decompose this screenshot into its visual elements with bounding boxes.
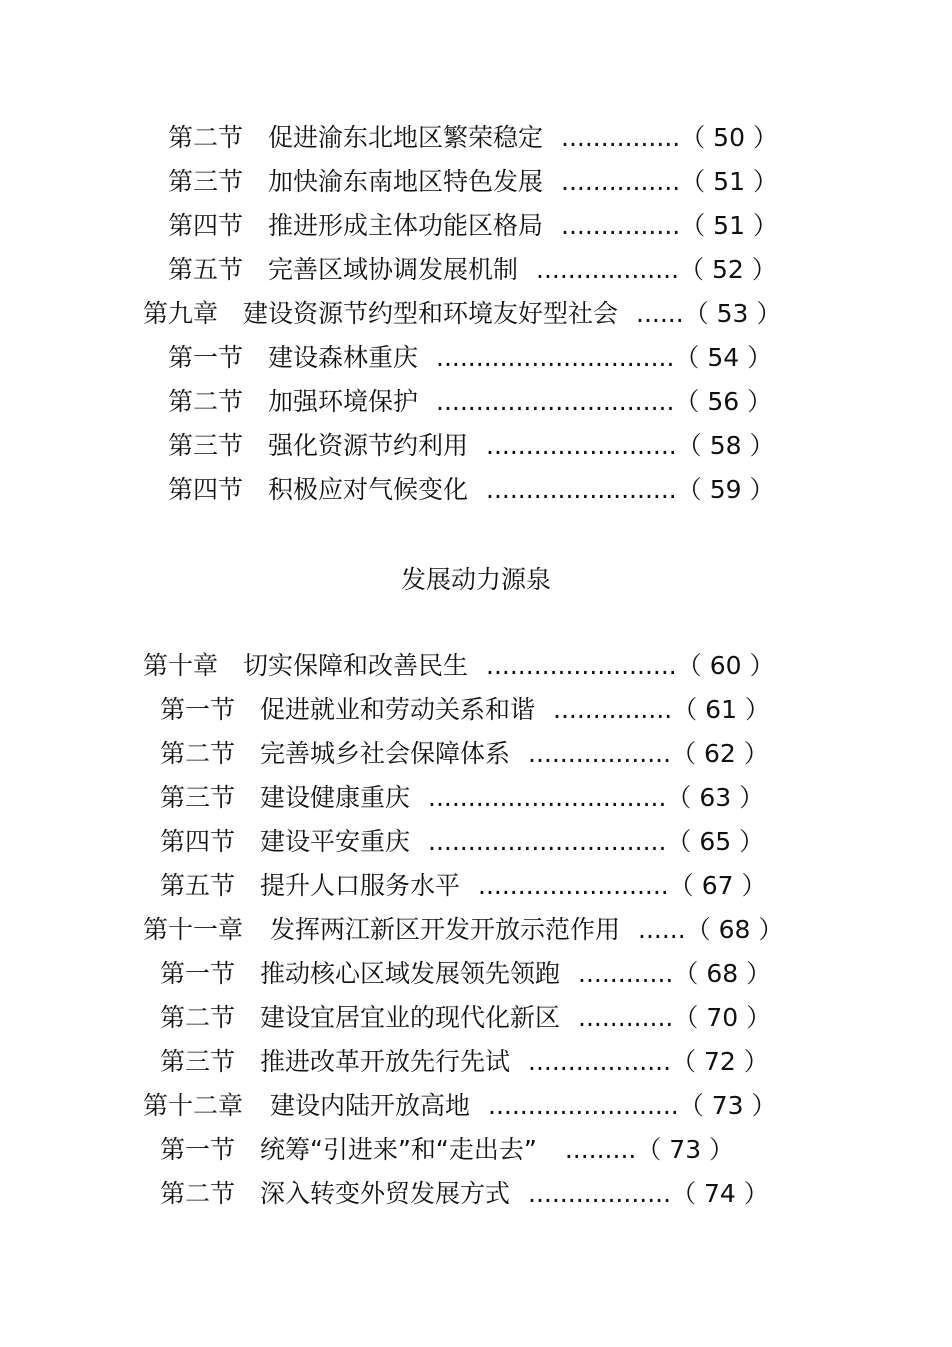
toc-title: 积极应对气候变化	[268, 475, 469, 504]
toc-page-number: （ 68 ）	[673, 959, 772, 988]
toc-page-number: （ 63 ）	[666, 783, 765, 812]
toc-dots: ..............................	[436, 343, 675, 372]
toc-entry[interactable]	[160, 1042, 769, 1082]
toc-label: 第三节	[168, 431, 244, 460]
toc-entry[interactable]	[160, 998, 771, 1038]
toc-label: 第一节	[168, 343, 244, 372]
toc-dots: ..................	[528, 1047, 672, 1076]
toc-entry[interactable]	[160, 690, 770, 730]
toc-entry[interactable]	[168, 118, 778, 158]
toc-chapter-entry[interactable]	[143, 1086, 776, 1126]
toc-label: 第二节	[168, 387, 244, 416]
toc-page-number: （ 58 ）	[676, 431, 775, 460]
toc-page-number: （ 74 ）	[671, 1179, 769, 1208]
toc-title: 建设森林重庆	[268, 343, 419, 372]
toc-dots: ..................	[536, 255, 680, 284]
toc-page-number: （ 70 ）	[673, 1003, 772, 1032]
toc-dots: ..................	[528, 1179, 672, 1208]
toc-page-number: （ 53 ）	[683, 299, 782, 328]
toc-title: 推进形成主体功能区格局	[268, 211, 544, 240]
toc-title: 完善城乡社会保障体系	[260, 739, 511, 768]
toc-title: 完善区域协调发展机制	[268, 255, 519, 284]
toc-dots: ..............................	[428, 827, 667, 856]
toc-entry[interactable]	[160, 778, 764, 818]
toc-label: 第十一章	[143, 915, 244, 944]
toc-label: 第四节	[168, 475, 244, 504]
toc-label: 第三节	[168, 167, 244, 196]
toc-page-number: （ 51 ）	[680, 211, 778, 240]
toc-page-number: （ 65 ）	[666, 827, 765, 856]
toc-dots: ........................	[488, 1091, 679, 1120]
toc-dots: ............	[578, 959, 674, 988]
toc-dots: ......	[638, 915, 686, 944]
toc-title: 推动核心区域发展领先领跑	[260, 959, 561, 988]
toc-title: 切实保障和改善民生	[243, 651, 469, 680]
toc-label: 第一节	[160, 959, 236, 988]
toc-page-number: （ 73 ）	[678, 1091, 777, 1120]
toc-page-number: （ 52 ）	[679, 255, 777, 284]
toc-label: 第五节	[168, 255, 244, 284]
toc-chapter-entry[interactable]	[143, 294, 781, 334]
toc-page-number: （ 60 ）	[676, 651, 775, 680]
toc-label: 第一节	[160, 695, 236, 724]
toc-page-number: （ 59 ）	[676, 475, 775, 504]
toc-entry[interactable]	[160, 1174, 769, 1214]
toc-entry[interactable]	[160, 954, 771, 994]
toc-label: 第二节	[168, 123, 244, 152]
toc-label: 第三节	[160, 783, 236, 812]
toc-title: 促进渝东北地区繁荣稳定	[268, 123, 544, 152]
toc-title: 加强环境保护	[268, 387, 419, 416]
toc-dots: ..............................	[436, 387, 675, 416]
toc-page-number: （ 67 ）	[668, 871, 767, 900]
toc-entry[interactable]	[168, 250, 777, 290]
toc-page-number: （ 50 ）	[680, 123, 778, 152]
toc-page-number: （ 56 ）	[674, 387, 773, 416]
toc-entry[interactable]	[160, 1130, 734, 1170]
toc-page-number: （ 51 ）	[680, 167, 778, 196]
toc-chapter-entry[interactable]	[143, 646, 774, 686]
toc-title: 推进改革开放先行先试	[260, 1047, 511, 1076]
toc-label: 第一节	[160, 1135, 236, 1164]
toc-entry[interactable]	[160, 866, 766, 906]
toc-dots: ...............	[561, 167, 681, 196]
toc-title: 深入转变外贸发展方式	[260, 1179, 511, 1208]
toc-title: 提升人口服务水平	[260, 871, 461, 900]
toc-page-number: （ 62 ）	[671, 739, 769, 768]
toc-label: 第十二章	[143, 1091, 244, 1120]
toc-label: 第二节	[160, 739, 236, 768]
toc-entry[interactable]	[160, 822, 764, 862]
toc-title: 建设内陆开放高地	[270, 1091, 471, 1120]
toc-label: 第九章	[143, 299, 219, 328]
toc-title: 促进就业和劳动关系和谐	[260, 695, 536, 724]
toc-entry[interactable]	[168, 206, 778, 246]
section-heading: 发展动力源泉	[400, 565, 551, 594]
toc-title: 建设资源节约型和环境友好型社会	[243, 299, 619, 328]
toc-dots: ..................	[528, 739, 672, 768]
toc-page-number: （ 73 ）	[636, 1135, 735, 1164]
toc-entry[interactable]	[168, 382, 772, 422]
toc-dots: ...............	[553, 695, 673, 724]
toc-title: 建设平安重庆	[260, 827, 411, 856]
toc-page-number: （ 68 ）	[685, 915, 784, 944]
toc-label: 第三节	[160, 1047, 236, 1076]
toc-dots: ...............	[561, 211, 681, 240]
toc-page-number: （ 54 ）	[674, 343, 773, 372]
toc-entry[interactable]	[168, 162, 778, 202]
toc-title: 加快渝东南地区特色发展	[268, 167, 544, 196]
toc-dots: ........................	[486, 475, 677, 504]
toc-dots: ...............	[561, 123, 681, 152]
toc-label: 第四节	[160, 827, 236, 856]
toc-label: 第四节	[168, 211, 244, 240]
toc-dots: .........	[564, 1135, 637, 1164]
toc-dots: ......	[636, 299, 684, 328]
toc-title: 建设健康重庆	[260, 783, 411, 812]
toc-label: 第二节	[160, 1003, 236, 1032]
toc-chapter-entry[interactable]	[143, 910, 783, 950]
toc-dots: ............	[578, 1003, 674, 1032]
toc-label: 第五节	[160, 871, 236, 900]
toc-page-number: （ 61 ）	[672, 695, 770, 724]
toc-title: 建设宜居宜业的现代化新区	[260, 1003, 561, 1032]
toc-entry[interactable]	[168, 426, 774, 466]
toc-label: 第二节	[160, 1179, 236, 1208]
toc-title: 统筹“引进来”和“走出去”	[260, 1135, 537, 1164]
toc-dots: ........................	[486, 431, 677, 460]
toc-dots: ........................	[478, 871, 669, 900]
toc-label: 第十章	[143, 651, 219, 680]
toc-entry[interactable]	[160, 734, 769, 774]
toc-page-number: （ 72 ）	[671, 1047, 769, 1076]
toc-entry[interactable]	[168, 338, 772, 378]
toc-title: 强化资源节约利用	[268, 431, 469, 460]
toc-title: 发挥两江新区开发开放示范作用	[270, 915, 621, 944]
toc-dots: ..............................	[428, 783, 667, 812]
toc-entry[interactable]	[168, 470, 774, 510]
toc-dots: ........................	[486, 651, 677, 680]
